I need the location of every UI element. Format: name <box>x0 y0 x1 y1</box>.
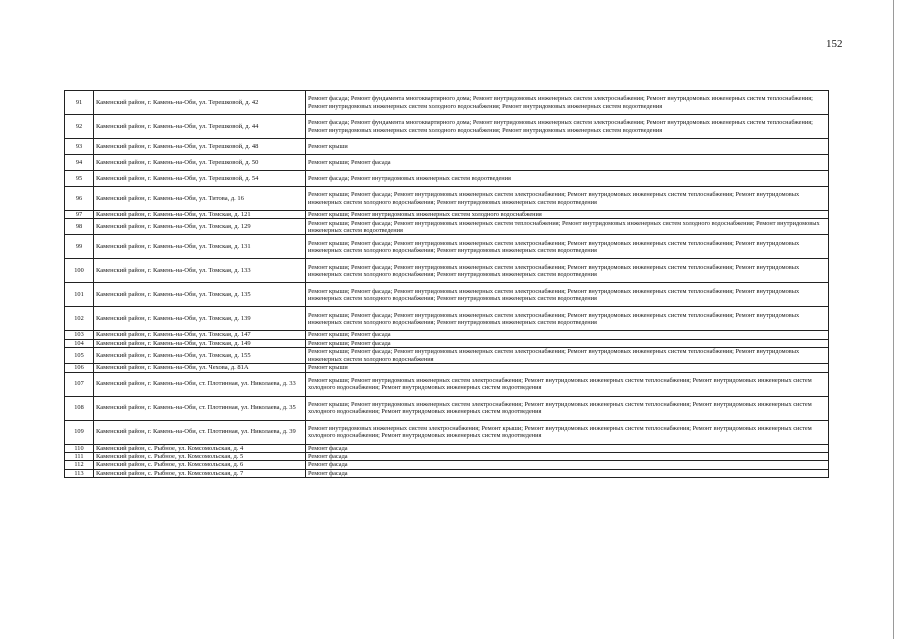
row-number-cell: 107 <box>65 372 94 396</box>
works-cell: Ремонт крыши; Ремонт фасада; Ремонт внутридомовых инженерных систем электроснабжения; Ремонт внутридомовых инженерных систем теплоснабжения; Ремонт внутридомовых инженерных систем холодного водоснабжения; Ремонт внутридомовых инженерных систем водоотведения <box>306 259 829 283</box>
row-number-cell: 95 <box>65 171 94 187</box>
table-row <box>65 171 829 187</box>
table-row <box>65 259 829 283</box>
row-number-cell: 104 <box>65 339 94 347</box>
table-row <box>65 155 829 171</box>
address-cell: Каменский район, г. Камень-на-Оби, ст. Плотинная, ул. Николаева, д. 39 <box>94 420 306 444</box>
table-row <box>65 211 829 219</box>
address-cell: Каменский район, с. Рыбное, ул. Комсомольская, д. 7 <box>94 469 306 477</box>
works-cell: Ремонт крыши; Ремонт фасада; Ремонт внутридомовых инженерных систем электроснабжения; Ремонт внутридомовых инженерных систем теплоснабжения; Ремонт внутридомовых инженерных систем холодного водоснабжения; Ремонт внутридомовых инженерных систем водоотведения <box>306 235 829 259</box>
works-cell: Ремонт фасада <box>306 461 829 469</box>
address-cell: Каменский район, г. Камень-на-Оби, ул. Томская, д. 135 <box>94 283 306 307</box>
repair-works-table <box>64 90 829 478</box>
table-row <box>65 364 829 372</box>
row-number-cell: 103 <box>65 331 94 339</box>
address-cell: Каменский район, г. Камень-на-Оби, ул. Терешковой, д. 42 <box>94 91 306 115</box>
row-number-cell: 99 <box>65 235 94 259</box>
works-cell: Ремонт крыши; Ремонт фасада; Ремонт внутридомовых инженерных систем электроснабжения; Ремонт внутридомовых инженерных систем теплоснабжения; Ремонт внутридомовых инженерных систем холодного водоснабжения; Ремонт внутридомовых инженерных систем водоотведения <box>306 283 829 307</box>
address-cell: Каменский район, г. Камень-на-Оби, ул. Томская, д. 131 <box>94 235 306 259</box>
works-cell: Ремонт фасада; Ремонт фундамента многоквартирного дома; Ремонт внутридомовых инженерных систем электроснабжения; Ремонт внутридомовых инженерных систем теплоснабжения; Ремонт внутридомовых инженерных систем холодного водоснабжения; Ремонт внутридомовых инженерных систем водоотведения <box>306 91 829 115</box>
address-cell: Каменский район, г. Камень-на-Оби, ул. Томская, д. 147 <box>94 331 306 339</box>
table-row <box>65 331 829 339</box>
works-cell: Ремонт крыши; Ремонт фасада <box>306 331 829 339</box>
row-number-cell: 110 <box>65 444 94 452</box>
works-cell: Ремонт крыши <box>306 139 829 155</box>
table-row <box>65 139 829 155</box>
table-row <box>65 283 829 307</box>
row-number-cell: 113 <box>65 469 94 477</box>
table-row <box>65 91 829 115</box>
works-cell: Ремонт крыши; Ремонт фасада; Ремонт внутридомовых инженерных систем электроснабжения; Ремонт внутридомовых инженерных систем теплоснабжения; Ремонт внутридомовых инженерных систем холодного водоснабжения; Ремонт внутридомовых инженерных систем водоотведения <box>306 307 829 331</box>
address-cell: Каменский район, г. Камень-на-Оби, ул. Томская, д. 129 <box>94 219 306 235</box>
table-row <box>65 453 829 461</box>
works-cell: Ремонт крыши; Ремонт внутридомовых инженерных систем холодного водоснабжения <box>306 211 829 219</box>
row-number-cell: 92 <box>65 115 94 139</box>
row-number-cell: 102 <box>65 307 94 331</box>
works-cell: Ремонт крыши; Ремонт фасада; Ремонт внутридомовых инженерных систем электроснабжения; Ремонт внутридомовых инженерных систем теплоснабжения; Ремонт внутридомовых инженерных систем холодного водоснабжения; Ремонт внутридомовых инженерных систем водоотведения <box>306 187 829 211</box>
address-cell: Каменский район, г. Камень-на-Оби, ул. Терешковой, д. 54 <box>94 171 306 187</box>
address-cell: Каменский район, г. Камень-на-Оби, ул. Терешковой, д. 48 <box>94 139 306 155</box>
row-number-cell: 100 <box>65 259 94 283</box>
address-cell: Каменский район, г. Камень-на-Оби, ст. Плотинная, ул. Николаева, д. 35 <box>94 396 306 420</box>
table-row <box>65 219 829 235</box>
address-cell: Каменский район, с. Рыбное, ул. Комсомольская, д. 6 <box>94 461 306 469</box>
table-row <box>65 348 829 364</box>
works-cell: Ремонт фасада; Ремонт фундамента многоквартирного дома; Ремонт внутридомовых инженерных систем электроснабжения; Ремонт внутридомовых инженерных систем теплоснабжения; Ремонт внутридомовых инженерных систем холодного водоснабжения; Ремонт внутридомовых инженерных систем водоотведения <box>306 115 829 139</box>
page-edge-line <box>893 0 894 639</box>
works-cell: Ремонт фасада <box>306 453 829 461</box>
table-row <box>65 396 829 420</box>
table-row <box>65 469 829 477</box>
row-number-cell: 111 <box>65 453 94 461</box>
table-row <box>65 187 829 211</box>
row-number-cell: 105 <box>65 348 94 364</box>
works-cell: Ремонт фасада; Ремонт внутридомовых инженерных систем водоотведения <box>306 171 829 187</box>
row-number-cell: 93 <box>65 139 94 155</box>
row-number-cell: 109 <box>65 420 94 444</box>
table-row <box>65 444 829 452</box>
address-cell: Каменский район, г. Камень-на-Оби, ул. Томская, д. 121 <box>94 211 306 219</box>
address-cell: Каменский район, г. Камень-на-Оби, ул. Терешковой, д. 50 <box>94 155 306 171</box>
works-cell: Ремонт крыши; Ремонт внутридомовых инженерных систем электроснабжения; Ремонт внутридомовых инженерных систем теплоснабжения; Ремонт внутридомовых инженерных систем холодного водоснабжения; Ремонт внутридомовых инженерных систем водоотведения <box>306 372 829 396</box>
works-cell: Ремонт фасада <box>306 444 829 452</box>
address-cell: Каменский район, г. Камень-на-Оби, ул. Томская, д. 139 <box>94 307 306 331</box>
works-cell: Ремонт фасада <box>306 469 829 477</box>
table-row <box>65 339 829 347</box>
address-cell: Каменский район, г. Камень-на-Оби, ул. Чехова, д. 81А <box>94 364 306 372</box>
works-cell: Ремонт крыши; Ремонт внутридомовых инженерных систем электроснабжения; Ремонт внутридомовых инженерных систем теплоснабжения; Ремонт внутридомовых инженерных систем холодного водоснабжения; Ремонт внутридомовых инженерных систем водоотведения <box>306 396 829 420</box>
table-row <box>65 461 829 469</box>
address-cell: Каменский район, г. Камень-на-Оби, ул. Томская, д. 149 <box>94 339 306 347</box>
works-cell: Ремонт крыши; Ремонт фасада <box>306 155 829 171</box>
row-number-cell: 108 <box>65 396 94 420</box>
row-number-cell: 91 <box>65 91 94 115</box>
table-row <box>65 420 829 444</box>
address-cell: Каменский район, г. Камень-на-Оби, ул. Титова, д. 16 <box>94 187 306 211</box>
row-number-cell: 98 <box>65 219 94 235</box>
row-number-cell: 112 <box>65 461 94 469</box>
row-number-cell: 96 <box>65 187 94 211</box>
works-cell: Ремонт крыши <box>306 364 829 372</box>
row-number-cell: 94 <box>65 155 94 171</box>
row-number-cell: 101 <box>65 283 94 307</box>
address-cell: Каменский район, с. Рыбное, ул. Комсомольская, д. 5 <box>94 453 306 461</box>
address-cell: Каменский район, г. Камень-на-Оби, ул. Томская, д. 133 <box>94 259 306 283</box>
works-cell: Ремонт внутридомовых инженерных систем электроснабжения; Ремонт крыши; Ремонт внутридомовых инженерных систем теплоснабжения; Ремонт внутридомовых инженерных систем холодного водоснабжения; Ремонт внутридомовых инженерных систем водоотведения <box>306 420 829 444</box>
address-cell: Каменский район, г. Камень-на-Оби, ул. Терешковой, д. 44 <box>94 115 306 139</box>
page-number: 152 <box>826 38 843 50</box>
table-body <box>65 91 829 478</box>
table-row <box>65 235 829 259</box>
address-cell: Каменский район, г. Камень-на-Оби, ул. Томская, д. 155 <box>94 348 306 364</box>
table-row <box>65 372 829 396</box>
works-cell: Ремонт крыши; Ремонт фасада <box>306 339 829 347</box>
address-cell: Каменский район, г. Камень-на-Оби, ст. Плотинная, ул. Николаева, д. 33 <box>94 372 306 396</box>
row-number-cell: 106 <box>65 364 94 372</box>
works-cell: Ремонт крыши; Ремонт фасада; Ремонт внутридомовых инженерных систем электроснабжения; Ремонт внутридомовых инженерных систем теплоснабжения; Ремонт внутридомовых инженерных систем холодного водоснабжения <box>306 348 829 364</box>
table-row <box>65 115 829 139</box>
works-cell: Ремонт крыши; Ремонт фасада; Ремонт внутридомовых инженерных систем теплоснабжения; Ремонт внутридомовых инженерных систем холодного водоснабжения; Ремонт внутридомовых инженерных систем водоотведения <box>306 219 829 235</box>
address-cell: Каменский район, с. Рыбное, ул. Комсомольская, д. 4 <box>94 444 306 452</box>
table-row <box>65 307 829 331</box>
row-number-cell: 97 <box>65 211 94 219</box>
